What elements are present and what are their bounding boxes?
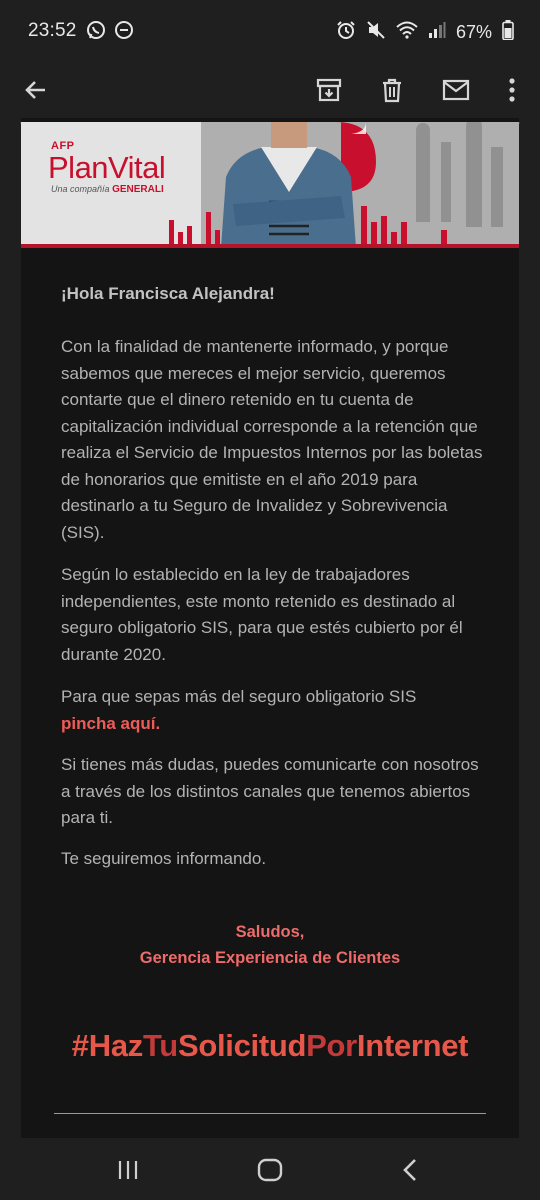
email-toolbar — [0, 62, 540, 118]
status-notification-icons — [86, 20, 134, 45]
back-arrow-icon — [23, 77, 49, 103]
status-bar — [0, 0, 540, 62]
wifi-icon — [396, 20, 418, 45]
trash-icon — [379, 77, 405, 103]
nav-back-button[interactable] — [390, 1150, 430, 1190]
banner-bottom-line — [21, 244, 519, 248]
pincha-aqui-link[interactable]: pincha aquí. — [61, 713, 161, 733]
hashtag-banner — [21, 1028, 519, 1064]
sis-text: Para que sepas más del seguro obligatorio SIS — [61, 687, 417, 706]
delete-button[interactable] — [370, 68, 414, 112]
mark-unread-button[interactable] — [434, 68, 478, 112]
generali-logo: GENERALI — [112, 184, 164, 195]
battery-icon — [502, 20, 514, 45]
logo-tagline — [51, 184, 164, 195]
back-icon — [401, 1158, 419, 1182]
hashtag-part: Internet — [356, 1028, 469, 1063]
back-button[interactable] — [14, 68, 58, 112]
recents-button[interactable] — [108, 1150, 148, 1190]
home-button[interactable] — [250, 1150, 290, 1190]
battery-percent: 67% — [455, 22, 492, 42]
paragraph-sis — [61, 684, 491, 737]
email-body — [21, 118, 519, 1138]
archive-button[interactable] — [307, 68, 351, 112]
home-icon — [257, 1157, 283, 1183]
logo-planvital: PlanVital — [48, 150, 166, 185]
paragraph-intro: Con la finalidad de mantenerte informado, y porque sabemos que mereces el mejor servicio, queremos contarte que el dinero retenido en tu cuenta de capitalización individual corresponde a la retención que realiza el Servicio de Impuestos Internos por las boletas de honorarios que emitiste en el año 2019 para destinarlo a tu Seguro de Invalidez y Sobrevivencia (SIS). — [61, 337, 483, 542]
email-content[interactable] — [0, 118, 540, 1138]
paragraph-law: Según lo establecido en la ley de trabajadores independientes, este monto retenido es destinado al seguro obligatorio SIS, para que estés cubierto por él durante 2020. — [61, 565, 463, 664]
hashtag-part: Tu — [142, 1028, 178, 1063]
archive-icon — [316, 77, 342, 103]
more-options-button[interactable] — [490, 68, 534, 112]
logo-afp-text: AFP — [51, 140, 75, 152]
status-right-icons — [336, 20, 514, 45]
signal-icon — [428, 21, 446, 44]
dnd-icon — [114, 20, 134, 45]
more-vert-icon — [508, 77, 516, 103]
signoff-greeting: Saludos, — [235, 923, 305, 941]
recents-icon — [117, 1159, 139, 1181]
afp-banner — [21, 122, 519, 248]
footer-divider — [54, 1113, 486, 1114]
mute-icon — [366, 20, 386, 45]
paragraph-questions: Si tienes más dudas, puedes comunicarte con nosotros a través de los distintos canales que tenemos abiertos para ti. — [61, 755, 479, 827]
system-nav-bar — [0, 1138, 540, 1200]
paragraph-closing: Te seguiremos informando. — [61, 849, 267, 868]
hashtag-part: #Haz — [71, 1028, 143, 1063]
mail-icon — [442, 78, 470, 102]
whatsapp-icon — [86, 20, 106, 45]
hashtag-part: Por — [306, 1028, 357, 1063]
alarm-icon — [336, 20, 356, 45]
hashtag-part: Solicitud — [177, 1028, 307, 1063]
status-time: 23:52 — [28, 20, 77, 41]
greeting: ¡Hola Francisca Alejandra! — [61, 284, 275, 303]
signoff-department: Gerencia Experiencia de Clientes — [139, 949, 401, 967]
tagline-text: Una compañía — [51, 184, 110, 194]
